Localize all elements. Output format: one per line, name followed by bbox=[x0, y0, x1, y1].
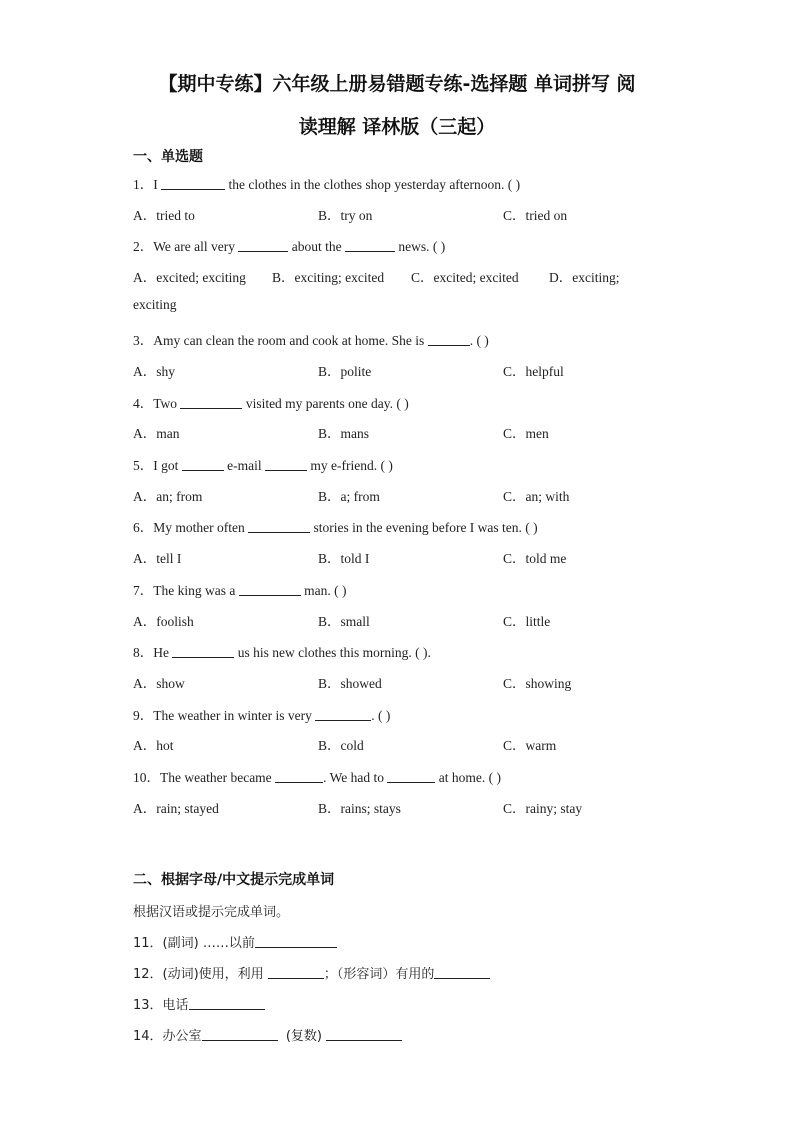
page-title-line-1: 【期中专练】六年级上册易错题专练-选择题 单词拼写 阅 bbox=[158, 73, 636, 95]
answer-blank[interactable] bbox=[275, 781, 323, 783]
question-4: 4．Two visited my parents one day. ( ) bbox=[133, 396, 409, 411]
option-7b[interactable]: B．small bbox=[318, 614, 370, 629]
option-6c[interactable]: C．told me bbox=[503, 551, 567, 566]
option-5b[interactable]: B．a; from bbox=[318, 489, 380, 504]
answer-blank[interactable] bbox=[387, 781, 435, 783]
option-3c[interactable]: C．helpful bbox=[503, 364, 564, 379]
answer-blank[interactable] bbox=[255, 946, 337, 948]
answer-blank[interactable] bbox=[161, 188, 225, 190]
option-3a[interactable]: A．shy bbox=[133, 364, 176, 379]
question-11: 11．(副词) ……以前 bbox=[133, 932, 337, 951]
page-title-line-2: 读理解 译林版（三起） bbox=[298, 116, 496, 138]
option-7a[interactable]: A．foolish bbox=[133, 614, 194, 629]
option-2b[interactable]: B．exciting; excited bbox=[272, 270, 385, 285]
question-14: 14．办公室 (复数) bbox=[133, 1025, 402, 1044]
section-heading-word-completion: 二、根据字母/中文提示完成单词 bbox=[133, 872, 335, 888]
option-8b[interactable]: B．showed bbox=[318, 676, 382, 691]
answer-blank[interactable] bbox=[180, 407, 242, 409]
question-1: 1．I the clothes in the clothes shop yesterday afternoon. ( ) bbox=[133, 177, 521, 192]
option-5a[interactable]: A．an; from bbox=[133, 489, 203, 504]
question-8: 8．He us his new clothes this morning. ( ). bbox=[133, 645, 431, 660]
answer-blank[interactable] bbox=[428, 344, 470, 346]
answer-blank[interactable] bbox=[172, 656, 234, 658]
option-3b[interactable]: B．polite bbox=[318, 364, 372, 379]
answer-blank[interactable] bbox=[239, 594, 301, 596]
option-6b[interactable]: B．told I bbox=[318, 551, 370, 566]
answer-blank[interactable] bbox=[434, 977, 490, 979]
option-8a[interactable]: A．show bbox=[133, 676, 185, 691]
question-9: 9．The weather in winter is very . ( ) bbox=[133, 708, 391, 723]
option-9b[interactable]: B．cold bbox=[318, 738, 364, 753]
option-2d[interactable]: D．exciting; bbox=[549, 270, 620, 285]
answer-blank[interactable] bbox=[248, 531, 310, 533]
answer-blank[interactable] bbox=[182, 469, 224, 471]
option-10b[interactable]: B．rains; stays bbox=[318, 801, 401, 816]
option-1b[interactable]: B．try on bbox=[318, 208, 373, 223]
option-10c[interactable]: C．rainy; stay bbox=[503, 801, 583, 816]
option-5c[interactable]: C．an; with bbox=[503, 489, 570, 504]
question-12: 12．(动词)使用，利用 ；（形容词）有用的 bbox=[133, 963, 490, 982]
section-instruction: 根据汉语或提示完成单词。 bbox=[133, 905, 290, 920]
option-9a[interactable]: A．hot bbox=[133, 738, 174, 753]
question-10: 10．The weather became . We had to at home. ( ) bbox=[133, 770, 501, 785]
answer-blank[interactable] bbox=[202, 1039, 278, 1041]
option-1a[interactable]: A．tried to bbox=[133, 208, 195, 223]
option-2d-continued[interactable]: exciting bbox=[133, 297, 177, 312]
section-heading-single-choice: 一、单选题 bbox=[133, 149, 203, 165]
option-10a[interactable]: A．rain; stayed bbox=[133, 801, 219, 816]
option-1c[interactable]: C．tried on bbox=[503, 208, 568, 223]
option-6a[interactable]: A．tell I bbox=[133, 551, 182, 566]
question-2: 2．We are all very about the news. ( ) bbox=[133, 239, 446, 254]
option-9c[interactable]: C．warm bbox=[503, 738, 557, 753]
question-3: 3．Amy can clean the room and cook at home. She is . ( ) bbox=[133, 333, 489, 348]
question-6: 6．My mother often stories in the evening before I was ten. ( ) bbox=[133, 520, 538, 535]
option-4c[interactable]: C．men bbox=[503, 426, 549, 441]
option-2a[interactable]: A．excited; exciting bbox=[133, 270, 246, 285]
option-7c[interactable]: C．little bbox=[503, 614, 551, 629]
option-4a[interactable]: A．man bbox=[133, 426, 180, 441]
question-7: 7．The king was a man. ( ) bbox=[133, 583, 347, 598]
answer-blank[interactable] bbox=[268, 977, 324, 979]
answer-blank[interactable] bbox=[189, 1008, 265, 1010]
question-13: 13．电话 bbox=[133, 994, 265, 1013]
answer-blank[interactable] bbox=[265, 469, 307, 471]
answer-blank[interactable] bbox=[345, 250, 395, 252]
option-4b[interactable]: B．mans bbox=[318, 426, 370, 441]
answer-blank[interactable] bbox=[326, 1039, 402, 1041]
question-5: 5．I got e-mail my e-friend. ( ) bbox=[133, 458, 393, 473]
answer-blank[interactable] bbox=[315, 719, 371, 721]
option-2c[interactable]: C．excited; excited bbox=[411, 270, 519, 285]
option-8c[interactable]: C．showing bbox=[503, 676, 572, 691]
answer-blank[interactable] bbox=[238, 250, 288, 252]
